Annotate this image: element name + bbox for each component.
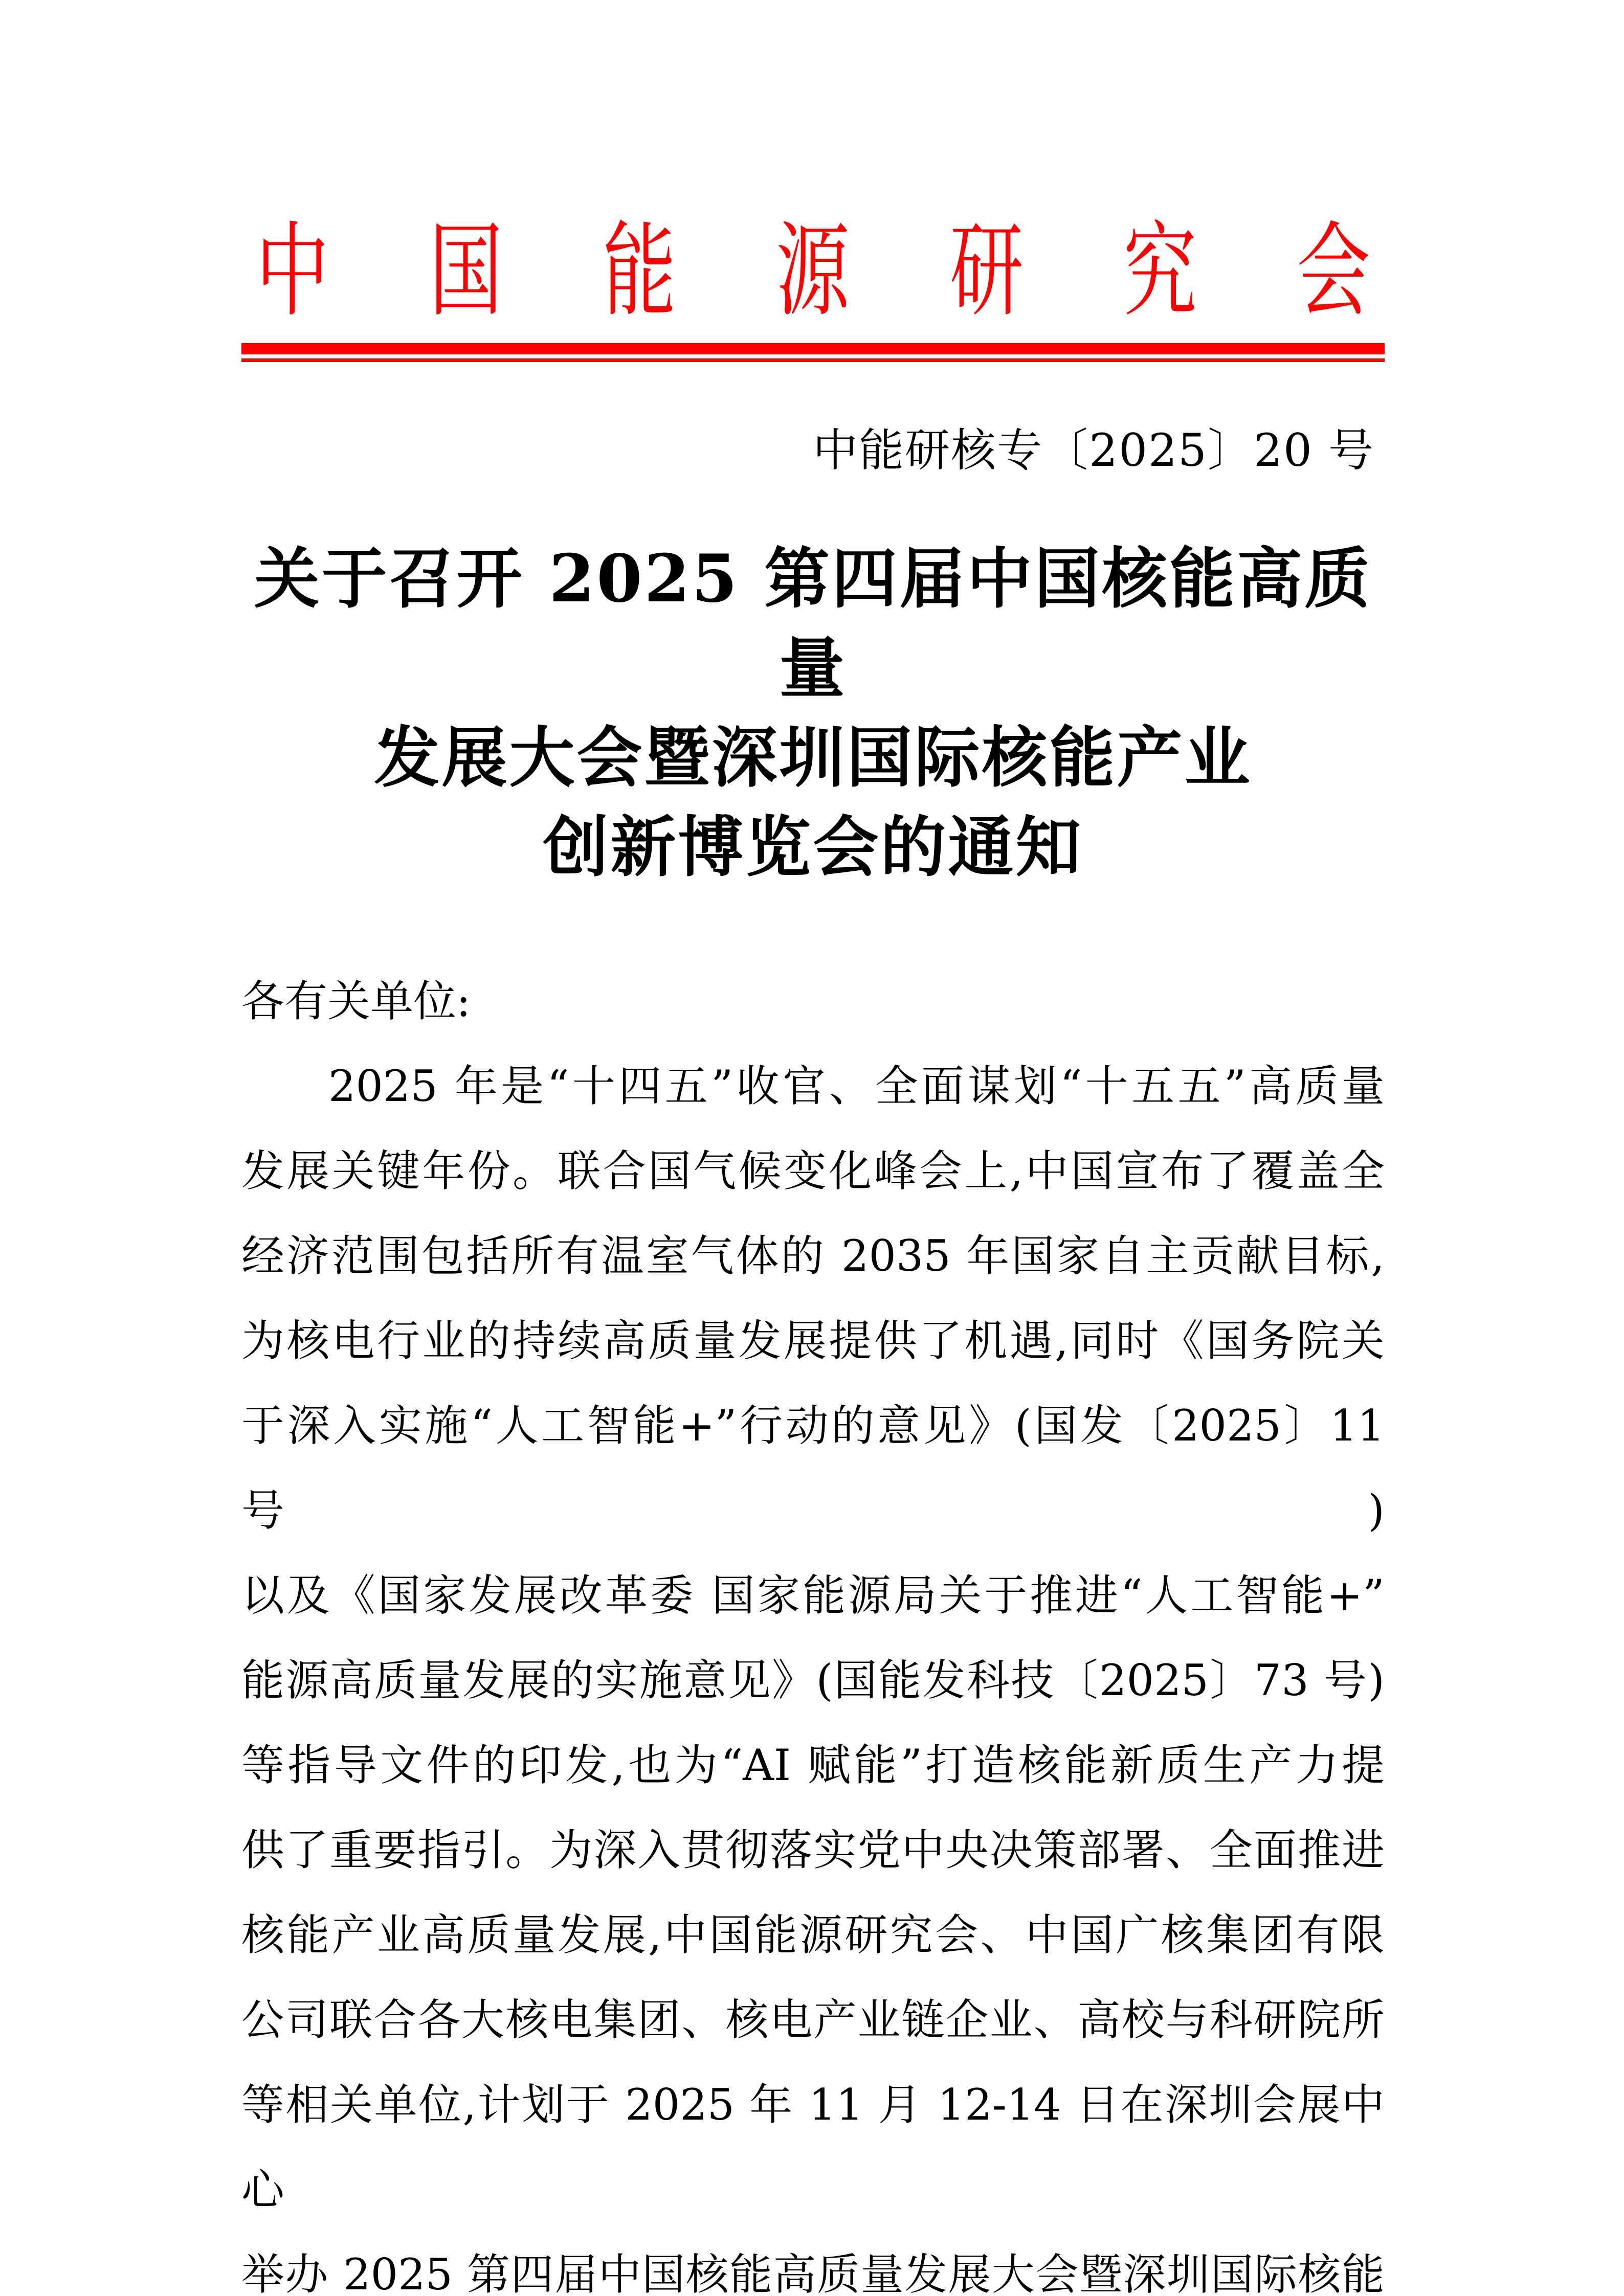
title-line: 关于召开 2025 第四届中国核能高质量 [254, 541, 1372, 707]
body-line: 等相关单位,计划于 2025 年 11 月 12-14 日在深圳会展中心 [241, 2080, 1385, 2215]
org-name-char: 源 [776, 212, 850, 331]
salutation: 各有关单位: [241, 976, 471, 1026]
body-line: 核能产业高质量发展,中国能源研究会、中国广核集团有限 [241, 1910, 1385, 1960]
body-line: 等指导文件的印发,也为“AI 赋能”打造核能新质生产力提 [241, 1740, 1385, 1790]
body-line: 供了重要指引。为深入贯彻落实党中央决策部署、全面推进 [241, 1825, 1385, 1875]
org-name-char: 研 [949, 212, 1024, 331]
body-line: 经济范围包括所有温室气体的 2035 年国家自主贡献目标, [241, 1231, 1385, 1281]
org-name-char: 会 [1296, 212, 1370, 331]
red-separator-thick [241, 343, 1385, 354]
title-line: 创新博览会的通知 [543, 809, 1083, 886]
org-name-header [241, 212, 1385, 331]
body-line: 发展关键年份。联合国气候变化峰会上,中国宣布了覆盖全 [241, 1146, 1385, 1196]
document-body [241, 959, 1385, 2296]
document-title [241, 534, 1385, 892]
body-line: 公司联合各大核电集团、核电产业链企业、高校与科研院所 [241, 1995, 1385, 2045]
body-line: 以及《国家发展改革委 国家能源局关于推进“人工智能+” [241, 1570, 1385, 1620]
red-separator-thin [241, 358, 1385, 362]
body-line: 举办 2025 第四届中国核能高质量发展大会暨深圳国际核能 [241, 2249, 1385, 2296]
body-line: 于深入实施“人工智能+”行动的意见》(国发〔2025〕11 号) [241, 1401, 1385, 1536]
body-line: 为核电行业的持续高质量发展提供了机遇,同时《国务院关 [241, 1316, 1385, 1366]
doc-reference-number: 中能研核专〔2025〕20 号 [813, 424, 1374, 477]
body-line: 能源高质量发展的实施意见》(国能发科技〔2025〕73 号) [241, 1655, 1385, 1705]
org-name-char: 国 [429, 212, 503, 331]
body-line: 2025 年是“十四五”收官、全面谋划“十五五”高质量 [328, 1061, 1385, 1111]
org-name-char: 中 [256, 212, 330, 331]
org-name-char: 究 [1123, 212, 1197, 331]
org-name-char: 能 [603, 212, 677, 331]
title-line: 发展大会暨深圳国际核能产业 [374, 719, 1252, 796]
